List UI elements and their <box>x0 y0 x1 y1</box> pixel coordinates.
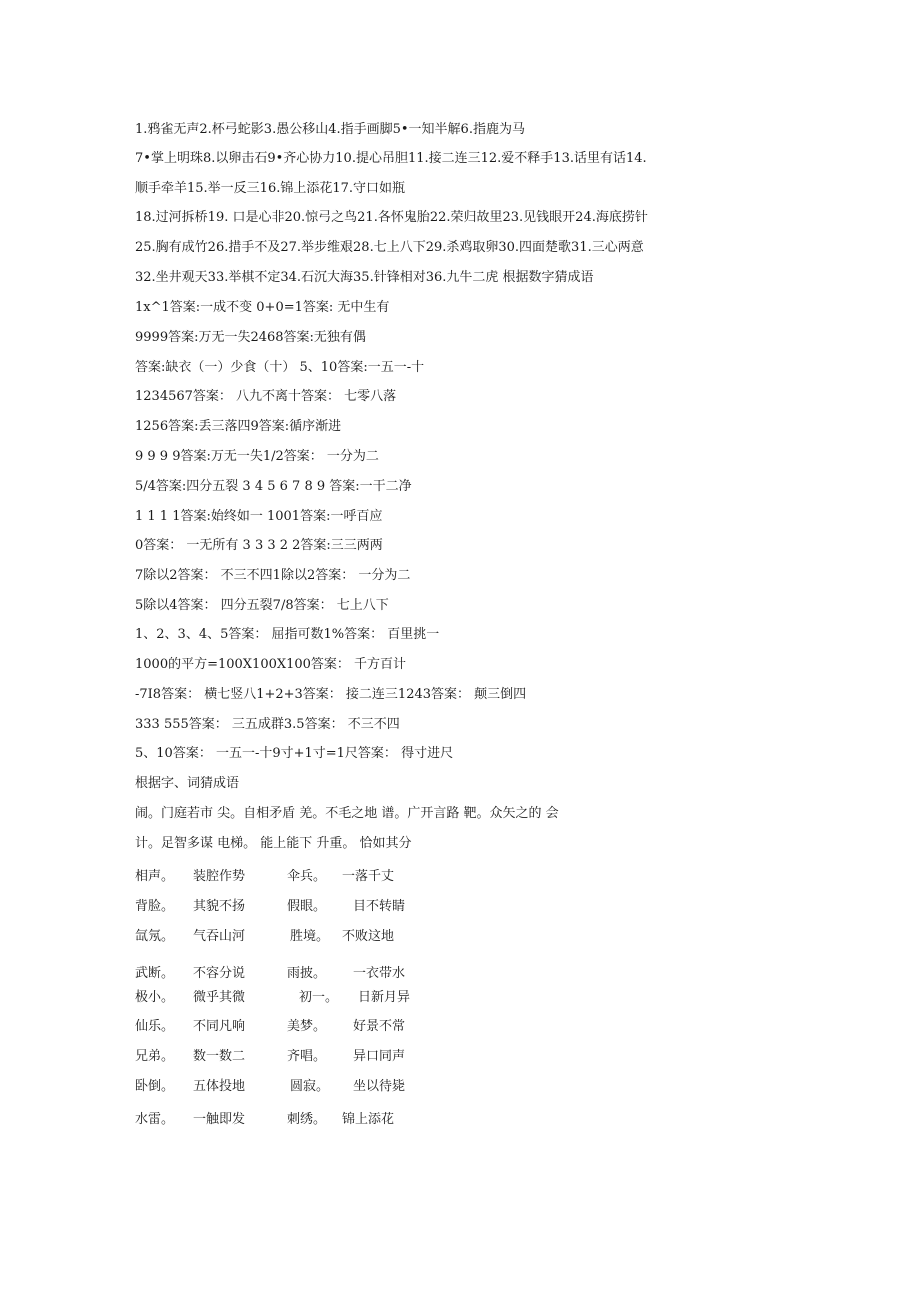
text-line: 1、2、3、4、5答案： 屈指可数1%答案： 百里挑一 <box>135 627 440 642</box>
text-line: 5、10答案： 一五一-十9寸+1寸=1尺答案： 得寸进尺 <box>135 746 454 761</box>
riddle-word: 伞兵。 <box>287 869 327 884</box>
riddle-answer: 装腔作势 <box>193 869 246 884</box>
text-line: 9999答案:万无一失2468答案:无独有偶 <box>135 330 366 345</box>
riddle-answer: 微乎其微 <box>193 990 246 1005</box>
text-line: 闹。门庭若市 尖。自相矛盾 羌。不毛之地 谱。广开言路 靶。众矢之的 会 <box>135 806 559 821</box>
text-line: 25.胸有成竹26.措手不及27.举步维艰28.七上八下29.杀鸡取卵30.四面楚歌31.三心两意 <box>135 240 644 255</box>
text-line: -7I8答案： 横七竖八1+2+3答案： 接二连三1243答案： 颠三倒四 <box>135 687 527 702</box>
text-line: 答案:缺衣（一）少食（十） 5、10答案:一五一-十 <box>135 360 425 375</box>
riddle-word: 刺绣。 <box>287 1112 327 1127</box>
riddle-answer: 日新月异 <box>358 990 411 1005</box>
text-line: 7•掌上明珠8.以卵击石9•齐心协力10.提心吊胆11.接二连三12.爱不释手13.话里有话14. <box>135 151 647 166</box>
text-line: 18.过河拆桥19. 口是心非20.惊弓之鸟21.各怀鬼胎22.荣归故里23.见钱眼开24.海底捞针 <box>135 210 648 225</box>
riddle-answer: 目不转睛 <box>353 899 406 914</box>
text-line: 1 1 1 1答案:始终如一 1001答案:一呼百应 <box>135 509 383 524</box>
riddle-word: 背脸。 <box>135 899 175 914</box>
riddle-word: 氙氖。 <box>135 929 175 944</box>
riddle-answer: 其貌不扬 <box>193 899 246 914</box>
riddle-answer: 不容分说 <box>193 966 246 981</box>
riddle-word: 卧倒。 <box>135 1079 175 1094</box>
text-line: 1000的平方=100X100X100答案： 千方百计 <box>135 657 407 672</box>
riddle-word: 极小。 <box>135 990 175 1005</box>
text-line: 1234567答案： 八九不离十答案： 七零八落 <box>135 389 397 404</box>
riddle-answer: 一触即发 <box>193 1112 246 1127</box>
riddle-word: 武断。 <box>135 966 175 981</box>
text-line: 顺手牵羊15.举一反三16.锦上添花17.守口如瓶 <box>135 181 406 196</box>
text-line: 0答案： 一无所有 3 3 3 2 2答案:三三两两 <box>135 538 383 553</box>
riddle-word: 齐唱。 <box>287 1049 327 1064</box>
riddle-word: 美梦。 <box>287 1019 327 1034</box>
text-line: 1.鸦雀无声2.杯弓蛇影3.愚公移山4.指手画脚5•一知半解6.指鹿为马 <box>135 122 525 137</box>
text-line: 计。足智多谋 电梯。 能上能下 升重。 恰如其分 <box>135 836 412 851</box>
riddle-answer: 数一数二 <box>193 1049 246 1064</box>
riddle-answer: 好景不常 <box>353 1019 406 1034</box>
text-line: 5除以4答案： 四分五裂7/8答案： 七上八下 <box>135 598 389 613</box>
riddle-answer: 一落千丈 <box>342 869 395 884</box>
riddle-answer: 不同凡响 <box>193 1019 246 1034</box>
riddle-answer: 不败这地 <box>342 929 395 944</box>
text-line: 5/4答案:四分五裂 3 4 5 6 7 8 9 答案:一干二净 <box>135 479 412 494</box>
text-line: 1x^1答案:一成不变 0+0=1答案: 无中生有 <box>135 300 390 315</box>
text-line: 9 9 9 9答案:万无一失1/2答案： 一分为二 <box>135 449 379 464</box>
section-heading: 根据字、词猜成语 <box>135 776 240 791</box>
riddle-word: 相声。 <box>135 869 175 884</box>
riddle-word: 仙乐。 <box>135 1019 175 1034</box>
riddle-answer: 坐以待毙 <box>353 1079 406 1094</box>
riddle-answer: 锦上添花 <box>342 1112 395 1127</box>
riddle-word: 水雷。 <box>135 1112 175 1127</box>
text-line: 1256答案:丢三落四9答案:循序渐进 <box>135 419 342 434</box>
riddle-word: 假眼。 <box>287 899 327 914</box>
riddle-answer: 五体投地 <box>193 1079 246 1094</box>
riddle-word: 圆寂。 <box>290 1079 330 1094</box>
riddle-word: 兄弟。 <box>135 1049 175 1064</box>
riddle-answer: 异口同声 <box>353 1049 406 1064</box>
riddle-word: 雨披。 <box>287 966 327 981</box>
text-line: 7除以2答案： 不三不四1除以2答案： 一分为二 <box>135 568 411 583</box>
riddle-answer: 一衣带水 <box>353 966 406 981</box>
riddle-answer: 气吞山河 <box>193 929 246 944</box>
text-line: 32.坐井观天33.举棋不定34.石沉大海35.针锋相对36.九牛二虎 根据数字猜成语 <box>135 270 594 285</box>
text-line: 333 555答案： 三五成群3.5答案： 不三不四 <box>135 717 400 732</box>
riddle-word: 初一。 <box>299 990 339 1005</box>
riddle-word: 胜境。 <box>290 929 330 944</box>
